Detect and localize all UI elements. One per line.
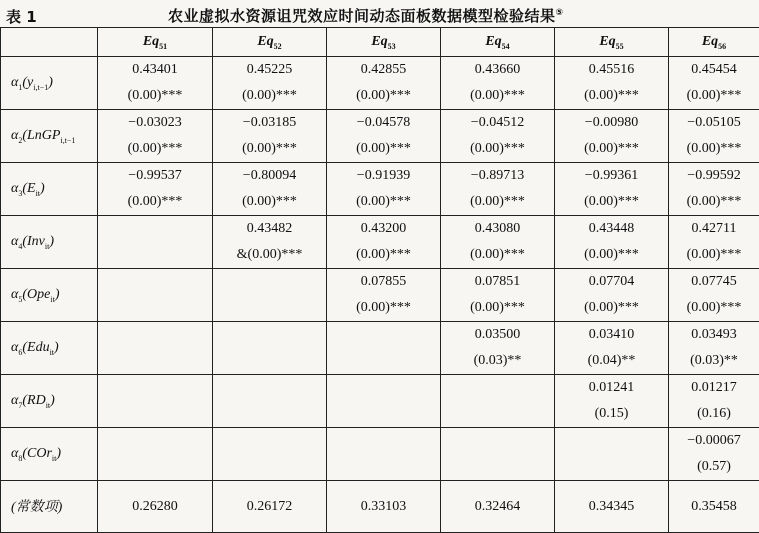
row-label-greek: α bbox=[11, 446, 18, 461]
table-header bbox=[0, 0, 759, 28]
data-cell bbox=[213, 269, 327, 322]
table-row bbox=[1, 428, 759, 481]
coefficient-value: 0.43401 bbox=[98, 57, 212, 83]
row-label-variable: (RD bbox=[22, 393, 45, 408]
data-cell bbox=[555, 428, 669, 481]
coefficient-value: −0.03185 bbox=[213, 110, 326, 136]
data-cell bbox=[669, 110, 759, 163]
row-label-variable: (常数项 bbox=[11, 500, 58, 515]
p-value: (0.00)*** bbox=[327, 136, 440, 162]
p-value: (0.00)*** bbox=[555, 189, 668, 215]
p-value: (0.00)*** bbox=[669, 242, 759, 268]
coefficient-value: 0.34345 bbox=[555, 494, 668, 520]
data-cell bbox=[98, 163, 213, 216]
row-label-variable: (E bbox=[22, 181, 35, 196]
row-label-greek: α bbox=[11, 393, 18, 408]
p-value: (0.00)*** bbox=[441, 242, 554, 268]
data-cell bbox=[441, 110, 555, 163]
row-label-variable-subscript: i,t−1 bbox=[33, 82, 48, 91]
row-label-variable-subscript: it bbox=[50, 294, 54, 303]
coefficient-value: 0.43080 bbox=[441, 216, 554, 242]
p-value: (0.00)*** bbox=[669, 83, 759, 109]
table-title bbox=[168, 5, 564, 26]
data-cell bbox=[441, 322, 555, 375]
data-cell bbox=[327, 163, 441, 216]
column-header-eq53 bbox=[327, 28, 441, 57]
results-table bbox=[0, 27, 759, 533]
row-label-index: 2 bbox=[18, 135, 22, 144]
data-cell bbox=[441, 163, 555, 216]
column-header-sub: 54 bbox=[502, 41, 510, 50]
row-label-variable-subscript: it bbox=[45, 241, 49, 250]
data-cell bbox=[327, 322, 441, 375]
coefficient-value: −0.00067 bbox=[669, 428, 759, 454]
p-value: (0.57) bbox=[669, 454, 759, 480]
row-label-variable: (Ope bbox=[22, 287, 50, 302]
data-cell bbox=[327, 216, 441, 269]
p-value: (0.03)** bbox=[669, 348, 759, 374]
coefficient-value: 0.42711 bbox=[669, 216, 759, 242]
row-label-greek: α bbox=[11, 287, 18, 302]
row-label-close: ) bbox=[50, 393, 55, 408]
table-row bbox=[1, 216, 759, 269]
row-label-variable: (Edu bbox=[22, 340, 49, 355]
row-label-variable-subscript: it bbox=[36, 188, 40, 197]
row-label bbox=[1, 428, 98, 481]
row-label-variable: (COr bbox=[22, 446, 52, 461]
row-label-index: 8 bbox=[18, 453, 22, 462]
p-value: (0.00)*** bbox=[98, 189, 212, 215]
row-label-greek: α bbox=[11, 128, 18, 143]
p-value: (0.00)*** bbox=[555, 83, 668, 109]
p-value: (0.00)*** bbox=[327, 83, 440, 109]
coefficient-value: 0.03500 bbox=[441, 322, 554, 348]
coefficient-value: 0.03493 bbox=[669, 322, 759, 348]
column-header-base: Eq bbox=[599, 34, 615, 49]
row-label-greek: α bbox=[11, 340, 18, 355]
data-cell bbox=[555, 216, 669, 269]
coefficient-value: 0.43200 bbox=[327, 216, 440, 242]
data-cell bbox=[213, 375, 327, 428]
data-cell bbox=[213, 57, 327, 110]
p-value: (0.00)*** bbox=[327, 189, 440, 215]
data-cell bbox=[669, 481, 759, 533]
p-value: (0.00)*** bbox=[98, 136, 212, 162]
row-label-greek: α bbox=[11, 181, 18, 196]
row-label-close: ) bbox=[49, 234, 54, 249]
row-label bbox=[1, 481, 98, 533]
data-cell bbox=[213, 481, 327, 533]
p-value: (0.00)*** bbox=[555, 136, 668, 162]
column-header-base: Eq bbox=[371, 34, 387, 49]
data-cell bbox=[555, 322, 669, 375]
p-value: (0.00)*** bbox=[441, 136, 554, 162]
p-value: (0.00)*** bbox=[669, 189, 759, 215]
row-label-close: ) bbox=[58, 500, 63, 515]
data-cell bbox=[327, 57, 441, 110]
column-header-base: Eq bbox=[702, 34, 718, 49]
p-value: (0.15) bbox=[555, 401, 668, 427]
row-label-close: ) bbox=[48, 75, 53, 90]
coefficient-value: 0.45516 bbox=[555, 57, 668, 83]
coefficient-value: 0.43660 bbox=[441, 57, 554, 83]
coefficient-value: −0.99361 bbox=[555, 163, 668, 189]
data-cell bbox=[555, 110, 669, 163]
row-label-close: ) bbox=[56, 446, 61, 461]
table-title-text: 农业虚拟水资源诅咒效应时间动态面板数据模型检验结果 bbox=[168, 7, 556, 25]
column-header-sub: 55 bbox=[616, 41, 624, 50]
row-label-variable-subscript: i,t−1 bbox=[60, 135, 75, 144]
column-header-eq54 bbox=[441, 28, 555, 57]
p-value: (0.00)*** bbox=[669, 295, 759, 321]
table-row bbox=[1, 375, 759, 428]
data-cell bbox=[441, 269, 555, 322]
data-cell bbox=[669, 428, 759, 481]
coefficient-value: 0.01217 bbox=[669, 375, 759, 401]
data-cell bbox=[213, 428, 327, 481]
data-cell bbox=[327, 481, 441, 533]
row-label bbox=[1, 216, 98, 269]
p-value: &(0.00)*** bbox=[213, 242, 326, 268]
coefficient-value: 0.07745 bbox=[669, 269, 759, 295]
column-header-eq52 bbox=[213, 28, 327, 57]
row-label-variable: (y bbox=[22, 75, 33, 90]
p-value: (0.00)*** bbox=[555, 242, 668, 268]
column-header-sub: 52 bbox=[274, 41, 282, 50]
coefficient-value: −0.04578 bbox=[327, 110, 440, 136]
table-row bbox=[1, 110, 759, 163]
coefficient-value: 0.33103 bbox=[327, 494, 440, 520]
p-value: (0.00)*** bbox=[555, 295, 668, 321]
table-row bbox=[1, 481, 759, 533]
data-cell bbox=[555, 57, 669, 110]
p-value: (0.00)*** bbox=[98, 83, 212, 109]
table-row bbox=[1, 322, 759, 375]
data-cell bbox=[669, 375, 759, 428]
table-row bbox=[1, 163, 759, 216]
coefficient-value: −0.89713 bbox=[441, 163, 554, 189]
row-label-greek: α bbox=[11, 234, 18, 249]
column-header-sub: 51 bbox=[159, 41, 167, 50]
column-header-eq55 bbox=[555, 28, 669, 57]
coefficient-value: −0.99592 bbox=[669, 163, 759, 189]
p-value: (0.16) bbox=[669, 401, 759, 427]
column-header-sub: 56 bbox=[718, 41, 726, 50]
data-cell bbox=[98, 481, 213, 533]
p-value: (0.00)*** bbox=[213, 189, 326, 215]
coefficient-value: −0.91939 bbox=[327, 163, 440, 189]
coefficient-value: 0.45225 bbox=[213, 57, 326, 83]
coefficient-value: 0.35458 bbox=[669, 494, 759, 520]
row-label-greek: α bbox=[11, 75, 18, 90]
coefficient-value: 0.07704 bbox=[555, 269, 668, 295]
row-label bbox=[1, 57, 98, 110]
row-label-close: ) bbox=[40, 181, 45, 196]
row-label-index: 6 bbox=[18, 347, 22, 356]
row-label-variable-subscript: it bbox=[52, 453, 56, 462]
coefficient-value: −0.05105 bbox=[669, 110, 759, 136]
coefficient-value: 0.43448 bbox=[555, 216, 668, 242]
coefficient-value: 0.45454 bbox=[669, 57, 759, 83]
column-header-base: Eq bbox=[143, 34, 159, 49]
data-cell bbox=[669, 322, 759, 375]
data-cell bbox=[213, 163, 327, 216]
p-value: (0.04)** bbox=[555, 348, 668, 374]
p-value: (0.00)*** bbox=[441, 189, 554, 215]
data-cell bbox=[555, 269, 669, 322]
column-header-row bbox=[1, 28, 759, 57]
column-header-eq51 bbox=[98, 28, 213, 57]
row-label-index: 3 bbox=[18, 188, 22, 197]
coefficient-value: −0.04512 bbox=[441, 110, 554, 136]
coefficient-value: −0.00980 bbox=[555, 110, 668, 136]
column-header-sub: 53 bbox=[388, 41, 396, 50]
column-header-base: Eq bbox=[257, 34, 273, 49]
column-header-base: Eq bbox=[485, 34, 501, 49]
coefficient-value: 0.07855 bbox=[327, 269, 440, 295]
p-value: (0.03)** bbox=[441, 348, 554, 374]
row-label-variable: (LnGP bbox=[22, 128, 60, 143]
table-row bbox=[1, 269, 759, 322]
data-cell bbox=[441, 216, 555, 269]
coefficient-value: 0.03410 bbox=[555, 322, 668, 348]
p-value: (0.00)*** bbox=[441, 83, 554, 109]
data-cell bbox=[441, 375, 555, 428]
coefficient-value: −0.03023 bbox=[98, 110, 212, 136]
row-label-index: 1 bbox=[18, 82, 22, 91]
title-footnote-mark: ⑤ bbox=[556, 8, 564, 18]
table-number: 表 1 bbox=[6, 6, 37, 27]
coefficient-value: 0.32464 bbox=[441, 494, 554, 520]
data-cell bbox=[555, 481, 669, 533]
data-cell bbox=[669, 57, 759, 110]
row-label bbox=[1, 110, 98, 163]
data-cell bbox=[441, 481, 555, 533]
p-value: (0.00)*** bbox=[327, 295, 440, 321]
data-cell bbox=[555, 163, 669, 216]
data-cell bbox=[213, 110, 327, 163]
p-value: (0.00)*** bbox=[669, 136, 759, 162]
row-label-index: 4 bbox=[18, 241, 22, 250]
data-cell bbox=[98, 57, 213, 110]
data-cell bbox=[98, 110, 213, 163]
data-cell bbox=[98, 322, 213, 375]
data-cell bbox=[327, 110, 441, 163]
data-cell bbox=[98, 216, 213, 269]
coefficient-value: 0.01241 bbox=[555, 375, 668, 401]
row-label-variable-subscript: it bbox=[50, 347, 54, 356]
coefficient-value: −0.80094 bbox=[213, 163, 326, 189]
data-cell bbox=[555, 375, 669, 428]
data-cell bbox=[669, 216, 759, 269]
coefficient-value: −0.99537 bbox=[98, 163, 212, 189]
p-value: (0.00)*** bbox=[441, 295, 554, 321]
data-cell bbox=[669, 163, 759, 216]
data-cell bbox=[213, 322, 327, 375]
data-cell bbox=[669, 269, 759, 322]
coefficient-value: 0.42855 bbox=[327, 57, 440, 83]
coefficient-value: 0.26172 bbox=[213, 494, 326, 520]
row-label-variable: (Inv bbox=[22, 234, 45, 249]
coefficient-value: 0.07851 bbox=[441, 269, 554, 295]
data-cell bbox=[441, 57, 555, 110]
p-value: (0.00)*** bbox=[213, 83, 326, 109]
data-cell bbox=[98, 375, 213, 428]
row-label bbox=[1, 269, 98, 322]
row-label-variable-subscript: it bbox=[46, 400, 50, 409]
data-cell bbox=[327, 428, 441, 481]
row-label bbox=[1, 163, 98, 216]
p-value: (0.00)*** bbox=[327, 242, 440, 268]
data-cell bbox=[213, 216, 327, 269]
p-value: (0.00)*** bbox=[213, 136, 326, 162]
row-label bbox=[1, 322, 98, 375]
data-cell bbox=[98, 269, 213, 322]
corner-cell bbox=[1, 28, 98, 57]
row-label-index: 5 bbox=[18, 294, 22, 303]
row-label-close: ) bbox=[55, 287, 60, 302]
column-header-eq56 bbox=[669, 28, 759, 57]
coefficient-value: 0.26280 bbox=[98, 494, 212, 520]
data-cell bbox=[327, 269, 441, 322]
row-label-index: 7 bbox=[18, 400, 22, 409]
row-label-close: ) bbox=[54, 340, 59, 355]
data-cell bbox=[327, 375, 441, 428]
coefficient-value: 0.43482 bbox=[213, 216, 326, 242]
table-row bbox=[1, 57, 759, 110]
row-label bbox=[1, 375, 98, 428]
data-cell bbox=[98, 428, 213, 481]
data-cell bbox=[441, 428, 555, 481]
